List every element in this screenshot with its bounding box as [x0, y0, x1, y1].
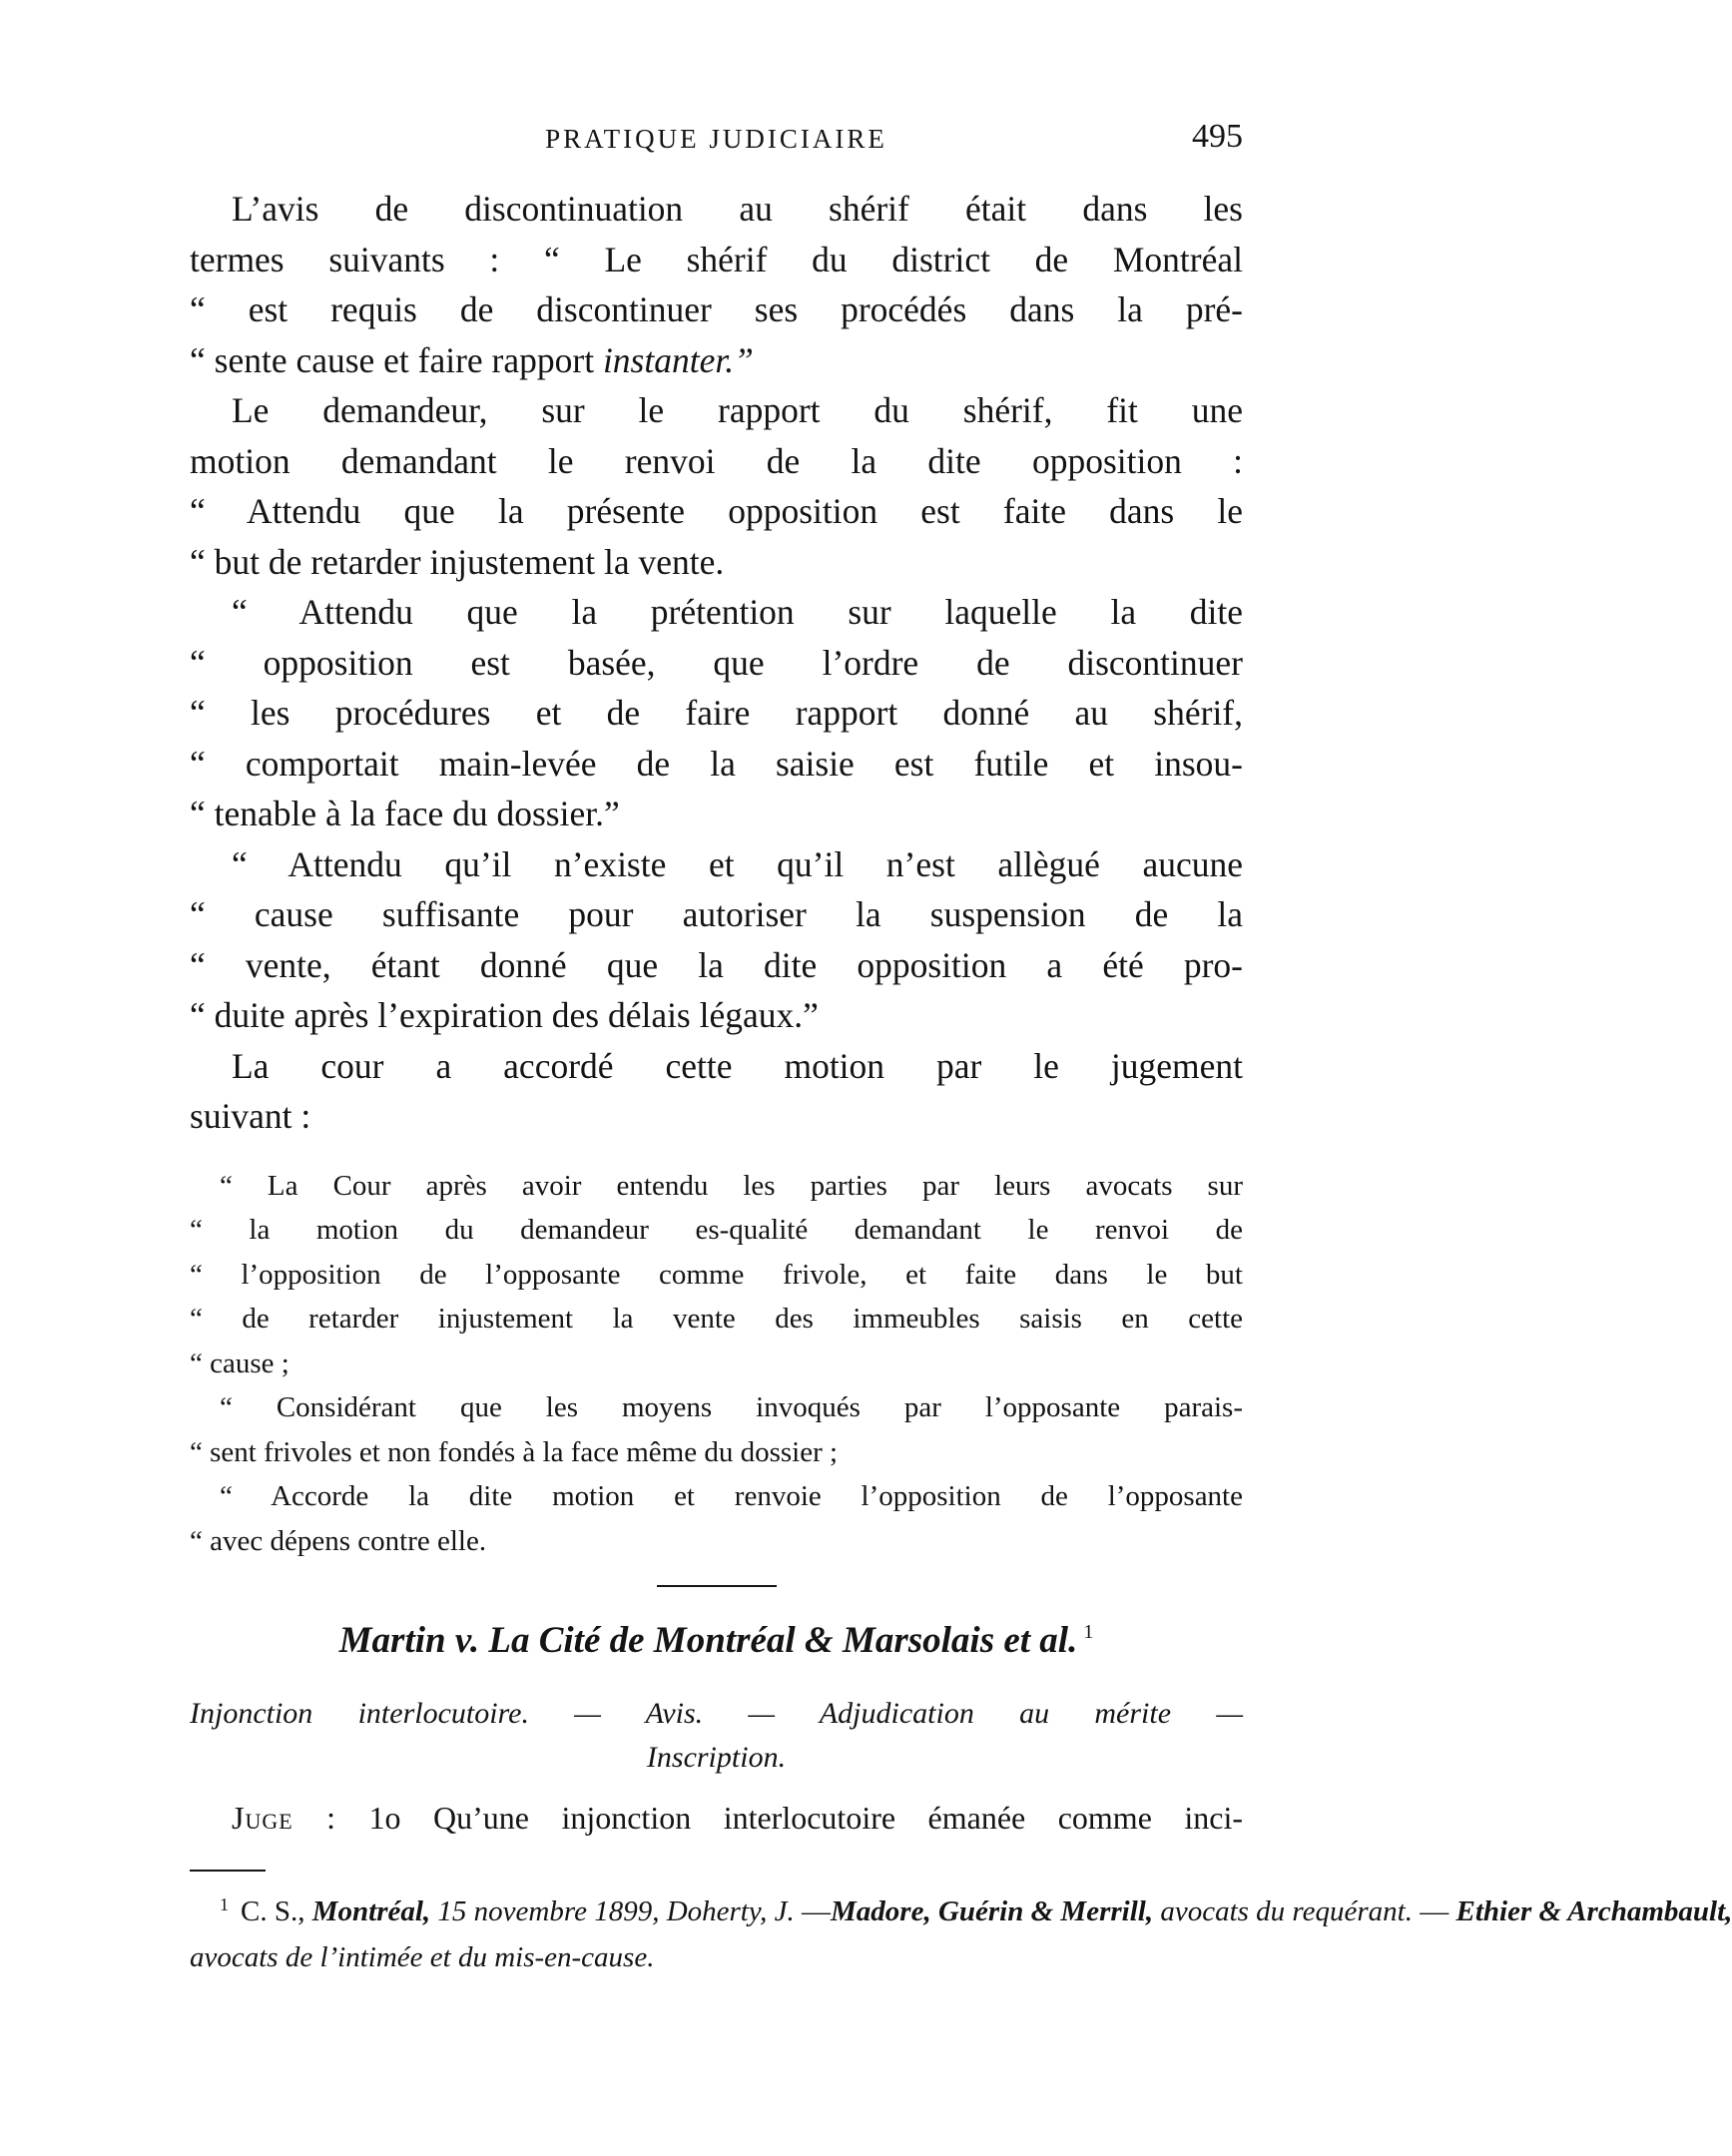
subject-line: Inscription.	[646, 1741, 787, 1774]
judgment-line: “ Considérant que les moyens invoqués par l’opposante parais-	[220, 1391, 1243, 1423]
italic-word: instanter.”	[602, 339, 754, 380]
section-divider	[657, 1585, 777, 1587]
case-title-text: Martin v. La Cité de Montréal & Marsolais et al.	[338, 1620, 1078, 1661]
text-line: “ but de retarder injustement la vente.	[190, 541, 725, 582]
text-line-part: “ sente cause et faire rapport	[190, 339, 595, 380]
footnote-marker: 1	[220, 1894, 229, 1914]
main-text	[190, 184, 1243, 1142]
footnote-judge: Doherty, J.	[666, 1895, 795, 1927]
text-line: “ les procédures et de faire rapport donné au shérif,	[190, 693, 1243, 733]
subject-line: Injonction interlocutoire. — Avis. — Adjudication au mérite —	[190, 1697, 1243, 1730]
footnote-role: avocats du requérant.	[1160, 1895, 1413, 1927]
footnote-party: Ethier & Archambault,	[1455, 1895, 1732, 1927]
page-content	[190, 118, 1732, 1980]
judgment-line: “ avec dépens contre elle.	[190, 1524, 487, 1557]
footnote-line: avocats de l’intimée et du mis-en-cause.	[190, 1941, 655, 1973]
text-line: motion demandant le renvoi de la dite opposition :	[190, 440, 1243, 481]
judgment-line: “ la motion du demandeur es-qualité demandant le renvoi de	[190, 1214, 1243, 1246]
footnote-line	[190, 1882, 1732, 1934]
holding-text: 1o Qu’une injonction interlocutoire émanée comme inci-	[368, 1800, 1244, 1836]
text-line: “ Attendu que la prétention sur laquelle la dite	[232, 592, 1243, 632]
judgment-quote	[190, 1164, 1243, 1564]
text-line: “ vente, étant donné que la dite opposition a été pro-	[190, 944, 1243, 985]
text-line: La cour a accordé cette motion par le jugement	[232, 1045, 1243, 1086]
judgment-line: “ l’opposition de l’opposante comme frivole, et faite dans le but	[190, 1258, 1243, 1291]
footnote-divider	[190, 1870, 266, 1872]
text-line: “ opposition est basée, que l’ordre de discontinuer	[190, 642, 1243, 683]
footnote-place: Montréal,	[311, 1895, 431, 1927]
judgment-line: “ de retarder injustement la vente des immeubles saisis en cette	[190, 1303, 1243, 1335]
case-title	[190, 1619, 1243, 1662]
text-line: “ Attendu qu’il n’existe et qu’il n’est allègué aucune	[232, 843, 1243, 884]
judgment-line: “ sent frivoles et non fondés à la face même du dossier ;	[190, 1435, 839, 1468]
footnote-reference: 1	[1083, 1621, 1094, 1643]
judgment-line: “ cause ;	[190, 1347, 289, 1379]
footnote-court: C. S.,	[241, 1895, 305, 1927]
text-line: “ comportait main-levée de la saisie est futile et insou-	[190, 743, 1243, 784]
page-header	[190, 118, 1243, 166]
holding-label: Juge :	[232, 1800, 337, 1836]
holding-line	[190, 1794, 1243, 1842]
judgment-line: “ La Cour après avoir entendu les parties par leurs avocats sur	[220, 1169, 1243, 1202]
text-line: “ tenable à la face du dossier.”	[190, 794, 620, 833]
text-line: Le demandeur, sur le rapport du shérif, fit une	[232, 390, 1243, 430]
footnote	[190, 1882, 1732, 1980]
text-line	[190, 335, 1243, 386]
footnote-date: 15 novembre 1899,	[437, 1895, 660, 1927]
judgment-line: “ Accorde la dite motion et renvoie l’opposition de l’opposante	[220, 1480, 1243, 1512]
footnote-party: Madore, Guérin & Merrill,	[831, 1895, 1154, 1927]
holding	[190, 1794, 1243, 1842]
text-line: suivant :	[190, 1096, 311, 1136]
footnote-dash: —	[802, 1895, 832, 1927]
text-line: “ cause suffisante pour autoriser la suspension de la	[190, 894, 1243, 934]
text-line: termes suivants : “ Le shérif du district de Montréal	[190, 239, 1243, 279]
text-line: “ est requis de discontinuer ses procédés dans la pré-	[190, 289, 1243, 329]
text-line: “ Attendu que la présente opposition est faite dans le	[190, 491, 1243, 531]
text-line: “ duite après l’expiration des délais légaux.”	[190, 995, 819, 1035]
running-title: PRATIQUE JUDICIAIRE	[545, 124, 887, 154]
case-subject	[190, 1692, 1243, 1780]
page-number: 495	[1192, 118, 1243, 155]
text-line: L’avis de discontinuation au shérif était dans les	[232, 189, 1243, 229]
footnote-dash: —	[1420, 1895, 1449, 1927]
